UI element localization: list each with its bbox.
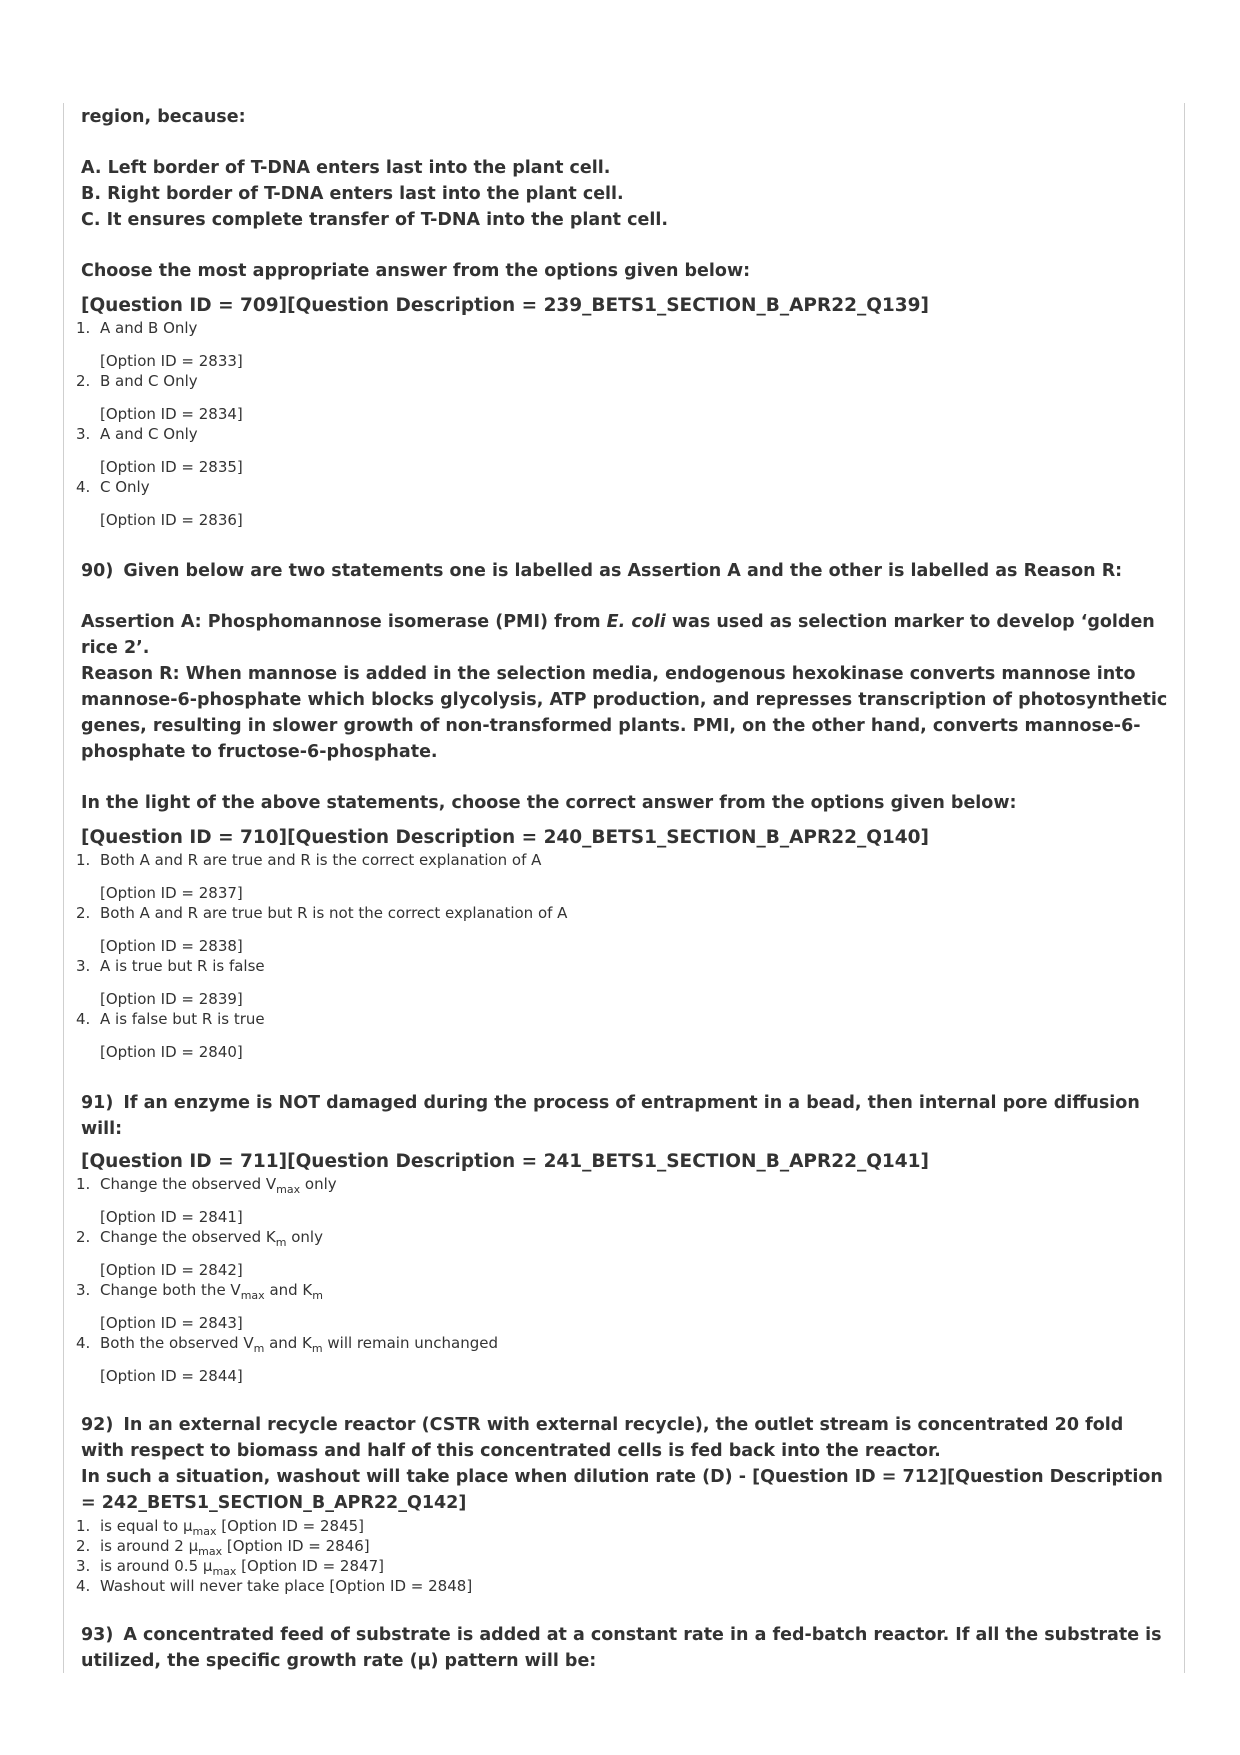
- option[interactable]: 4. Washout will never take place [Option ID = 2848]: [76, 1577, 473, 1595]
- option[interactable]: 4. C Only [Option ID = 2836]: [76, 478, 243, 529]
- option[interactable]: 4. Both the observed $V_m$ and $K_m$ will remain unchanged [Option ID = 2844]: [76, 1334, 498, 1385]
- option[interactable]: 1. is equal to $\mu_{max}$ [Option ID = 2845]: [76, 1517, 365, 1538]
- option[interactable]: 3. Change both the $V_{max}$ and $K_m$ [Option ID = 2843]: [76, 1281, 323, 1332]
- q90-options: [76, 850, 1166, 1062]
- option[interactable]: 1. Both A and R are true and R is the correct explanation of A [Option ID = 2837]: [76, 851, 542, 902]
- q89-statement-b: B. Right border of T-DNA enters last into the plant cell.: [81, 184, 624, 204]
- q93-title: 93) A concentrated feed of substrate is added at a constant rate in a fed-batch reactor. If all the substrate is utilized, the specific growth rate (μ) pattern will be:: [81, 1625, 1162, 1671]
- q91-title: 91) If an enzyme is NOT damaged during the process of entrapment in a bead, then internal pore diffusion will:: [81, 1093, 1140, 1139]
- option[interactable]: 2. B and C Only [Option ID = 2834]: [76, 372, 243, 423]
- option[interactable]: 3. A and C Only [Option ID = 2835]: [76, 425, 243, 476]
- q92-title: 92) In an external recycle reactor (CSTR with external recycle), the outlet stream is concentrated 20 fold with respect to biomass and half of this concentrated cells is fed back into the reactor.: [81, 1415, 1124, 1461]
- q91-options: [76, 1174, 1166, 1386]
- q89-question-id: [Question ID = 709][Question Description = 239_BETS1_SECTION_B_APR22_Q139]: [81, 295, 930, 316]
- option[interactable]: 1. A and B Only [Option ID = 2833]: [76, 319, 243, 370]
- option[interactable]: 2. Both A and R are true but R is not the correct explanation of A [Option ID = 2838]: [76, 904, 568, 955]
- q90-reason: Reason R: When mannose is added in the selection media, endogenous hexokinase converts mannose into mannose-6-phosphate which blocks glycolysis, ATP production, and represses transcription of photosynthetic genes, resulting in slower growth of non-transformed plants. PMI, on the other hand, converts mannose-6-phosphate to fructose-6-phosphate.: [81, 664, 1168, 762]
- left-border-line: [63, 103, 64, 1673]
- option[interactable]: 1. Change the observed $V_{max}$ only [Option ID = 2841]: [76, 1175, 337, 1226]
- q90-assertion: Assertion A: Phosphomannose isomerase (PMI) from E. coli was used as selection marker to develop ‘golden rice 2’.: [81, 612, 1155, 658]
- q89-intro: region, because:: [81, 107, 246, 127]
- option[interactable]: 3. A is true but R is false [Option ID = 2839]: [76, 957, 265, 1008]
- q90-title: 90) Given below are two statements one is labelled as Assertion A and the other is labelled as Reason R:: [81, 561, 1123, 581]
- option[interactable]: 2. is around 2 $\mu_{max}$ [Option ID = 2846]: [76, 1537, 370, 1558]
- q90-instruction: In the light of the above statements, choose the correct answer from the options given below:: [81, 793, 1017, 813]
- question-paper: [76, 104, 1171, 1674]
- option[interactable]: 3. is around 0.5 $\mu_{max}$ [Option ID = 2847]: [76, 1557, 384, 1578]
- right-border-line: [1184, 103, 1185, 1673]
- q91-question-id: [Question ID = 711][Question Description = 241_BETS1_SECTION_B_APR22_Q141]: [81, 1151, 930, 1172]
- q89-statement-c: C. It ensures complete transfer of T-DNA into the plant cell.: [81, 210, 669, 230]
- q89-options: [76, 318, 1166, 530]
- q89-statement-a: A. Left border of T-DNA enters last into the plant cell.: [81, 158, 611, 178]
- option[interactable]: 2. Change the observed $K_m$ only [Option ID = 2842]: [76, 1228, 323, 1279]
- q92-options: [76, 1516, 1166, 1596]
- option[interactable]: 4. A is false but R is true [Option ID = 2840]: [76, 1010, 265, 1061]
- q92-question-id: In such a situation, washout will take place when dilution rate (D) - [Question ID = 712][Question Description = 242_BETS1_SECTION_B_APR22_Q142]: [81, 1467, 1163, 1513]
- q90-question-id: [Question ID = 710][Question Description = 240_BETS1_SECTION_B_APR22_Q140]: [81, 827, 930, 848]
- q89-instruction: Choose the most appropriate answer from the options given below:: [81, 261, 751, 281]
